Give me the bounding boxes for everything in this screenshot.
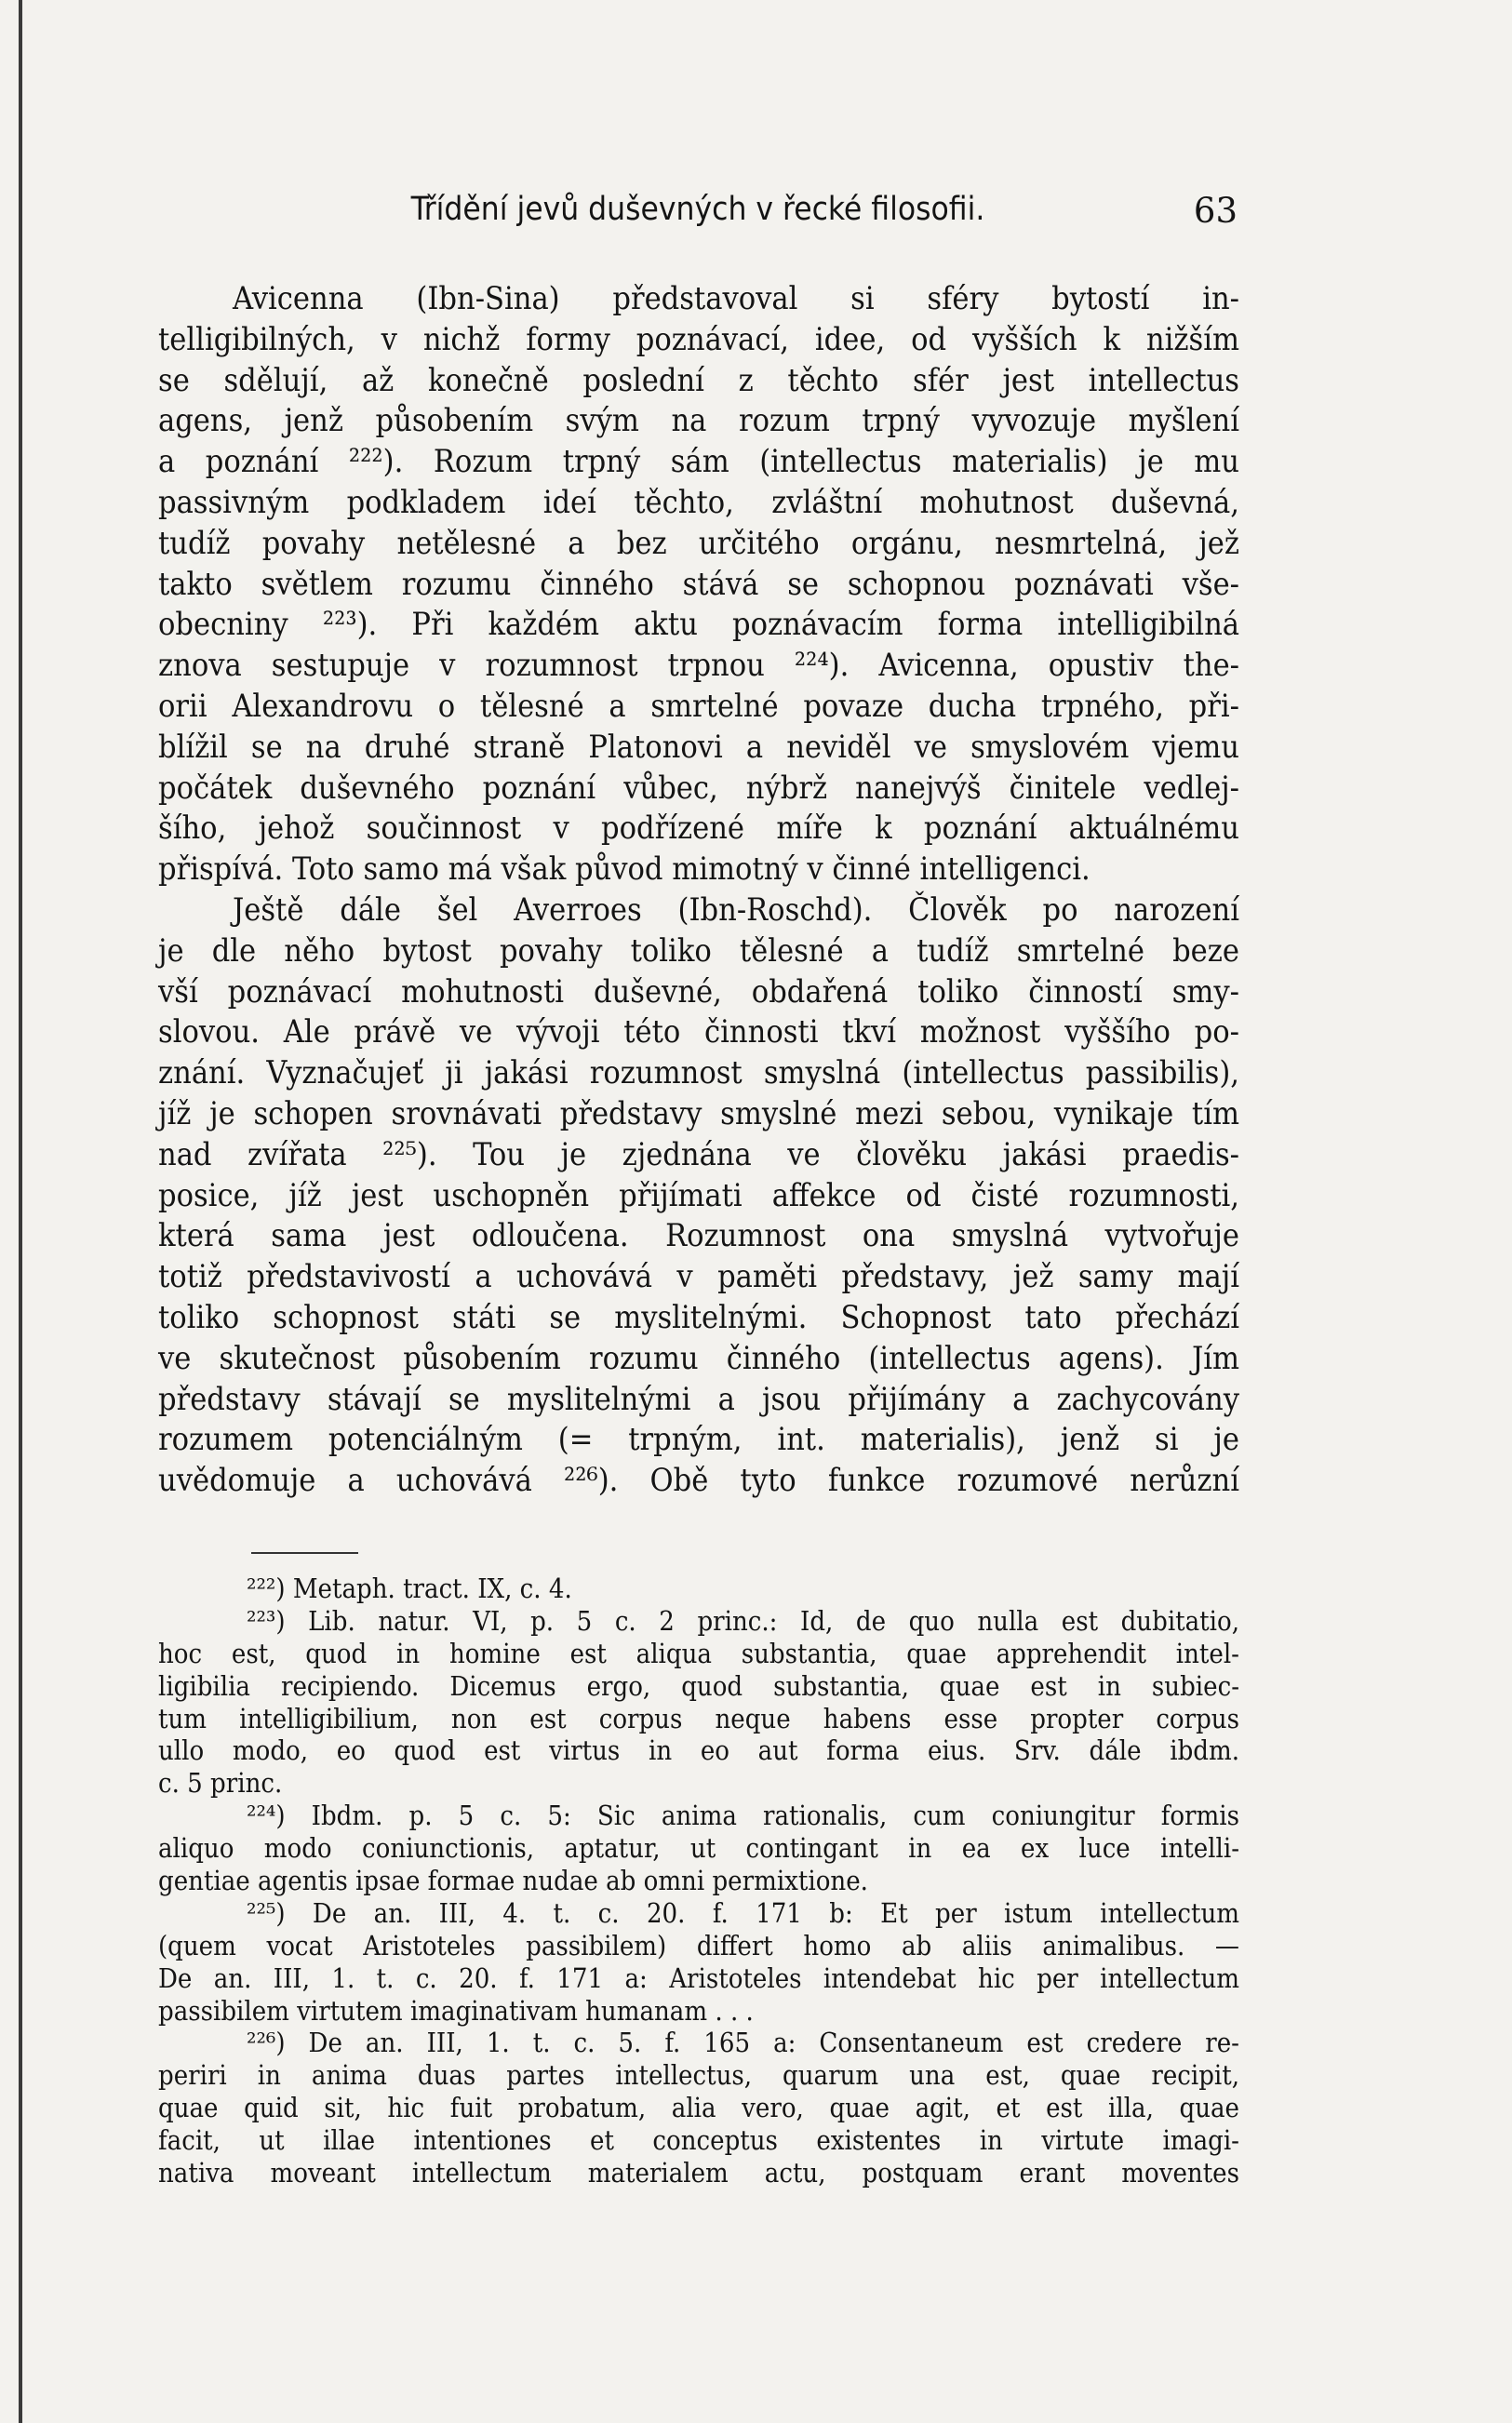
text-line: a poznání ²²²). Rozum trpný sám (intellectus materialis) je mu [158,443,1239,481]
footnote-line: ²²⁴) Ibdm. p. 5 c. 5: Sic anima rationalis, cum coniungitur formis [247,1800,1239,1832]
text-line: šího, jehož součinnost v podřízené míře k poznání aktuálnému [158,810,1239,848]
text-line: znání. Vyznačujeť ji jakási rozumnost smyslná (intellectus passibilis), [158,1054,1239,1092]
running-title: Třídění jevů duševných v řecké filosofii. [410,191,985,228]
text-line: která sama jest odloučena. Rozumnost ona smyslná vytvořuje [158,1217,1239,1255]
footnote-line: gentiae agentis ipsae formae nudae ab omni permixtione. [158,1865,868,1897]
main-text [158,279,1239,1502]
text-line: orii Alexandrovu o tělesné a smrtelné povaze ducha trpného, při- [158,687,1239,725]
footnote-line: ²²⁵) De an. III, 4. t. c. 20. f. 171 b: Et per istum intellectum [247,1896,1239,1929]
text-line: vší poznávací mohutnosti duševné, obdařená toliko činností smy- [158,972,1239,1011]
page-number: 63 [1193,191,1238,231]
text-line: počátek duševného poznání vůbec, nýbrž nanejvýš činitele vedlej- [158,769,1239,807]
text-line: telligibilných, v nichž formy poznávací, idee, od vyšších k nižším [158,320,1239,358]
text-line: ve skutečnost působením rozumu činného (intellectus agens). Jím [158,1339,1239,1377]
text-line: totiž představivostí a uchovává v paměti představy, jež samy mají [158,1258,1239,1296]
footnote-separator [251,1552,358,1554]
footnotes [158,1573,1239,2189]
text-line: Ještě dále šel Averroes (Ibn-Roschd). Člověk po narození [233,890,1239,929]
text-line: se sdělují, až konečně poslední z těchto sfér jest intellectus [158,361,1239,399]
page-header [158,191,1238,247]
text-line: rozumem potenciálným (= trpným, int. materialis), jenž si je [158,1421,1239,1459]
text-line: slovou. Ale právě ve vývoji této činnosti tkví možnost vyššího po- [158,1013,1239,1051]
scan-edge-line [19,0,22,2423]
footnote-line: periri in anima duas partes intellectus, quarum una est, quae recipit, [158,2059,1239,2092]
footnote-line: nativa moveant intellectum materialem actu, postquam erant moventes [158,2157,1239,2189]
footnote-line: (quem vocat Aristoteles passibilem) differt homo ab aliis animalibus. — [158,1929,1239,1961]
footnote-line: ²²³) Lib. natur. VI, p. 5 c. 2 princ.: Id, de quo nulla est dubitatio, [247,1604,1239,1637]
text-line: passivným podkladem ideí těchto, zvláštní mohutnost duševná, [158,483,1239,521]
footnote-line: c. 5 princ. [158,1767,283,1800]
text-line: je dle něho bytost povahy toliko tělesné a tudíž smrtelné beze [158,931,1239,970]
footnote-line: ²²²) Metaph. tract. IX, c. 4. [247,1573,572,1604]
footnote-line: ²²⁶) De an. III, 1. t. c. 5. f. 165 a: Consentaneum est credere re- [247,2027,1239,2059]
footnote-line: facit, ut illae intentiones et conceptus existentes in virtute imagi- [158,2124,1239,2157]
text-line: posice, jíž jest uschopněn přijímati affekce od čisté rozumnosti, [158,1176,1239,1214]
text-line: blížil se na druhé straně Platonovi a neviděl ve smyslovém vjemu [158,728,1239,766]
footnote-line: aliquo modo coniunctionis, aptatur, ut contingant in ea ex luce intelli- [158,1832,1239,1865]
text-line: toliko schopnost státi se myslitelnými. Schopnost tato přechází [158,1298,1239,1336]
text-line: uvědomuje a uchovává ²²⁶). Obě tyto funkce rozumové nerůzní [158,1462,1239,1500]
footnote-line: ligibilia recipiendo. Dicemus ergo, quod substantia, quae est in subiec- [158,1669,1239,1702]
text-line: představy stávají se myslitelnými a jsou přijímány a zachycovány [158,1380,1239,1418]
footnote-line: passibilem virtutem imaginativam humanam . . . [158,1994,754,2027]
footnote-line: tum intelligibilium, non est corpus neque habens esse propter corpus [158,1702,1239,1734]
text-line: agens, jenž působením svým na rozum trpný vyvozuje myšlení [158,402,1239,440]
text-line: tudíž povahy netělesné a bez určitého orgánu, nesmrtelná, jež [158,524,1239,562]
footnote-line: quae quid sit, hic fuit probatum, alia vero, quae agit, et est illa, quae [158,2092,1239,2124]
text-line: jíž je schopen srovnávati představy smyslné mezi sebou, vynikaje tím [158,1094,1239,1132]
text-line: Avicenna (Ibn-Sina) představoval si sféry bytostí in- [233,280,1239,317]
text-line: obecniny ²²³). Při každém aktu poznávacím forma intelligibilná [158,606,1239,644]
text-line: takto světlem rozumu činného stává se schopnou poznávati vše- [158,565,1239,603]
footnote-line: hoc est, quod in homine est aliqua substantia, quae apprehendit intel- [158,1637,1239,1669]
footnote-line: ullo modo, eo quod est virtus in eo aut forma eius. Srv. dále ibdm. [158,1734,1239,1767]
text-line: přispívá. Toto samo má však původ mimotný v činné intelligenci. [158,850,1091,889]
footnote-line: De an. III, 1. t. c. 20. f. 171 a: Aristoteles intendebat hic per intellectum [158,1961,1239,1994]
text-line: nad zvířata ²²⁵). Tou je zjednána ve člověku jakási praedis- [158,1135,1239,1173]
text-line: znova sestupuje v rozumnost trpnou ²²⁴). Avicenna, opustiv the- [158,647,1239,685]
